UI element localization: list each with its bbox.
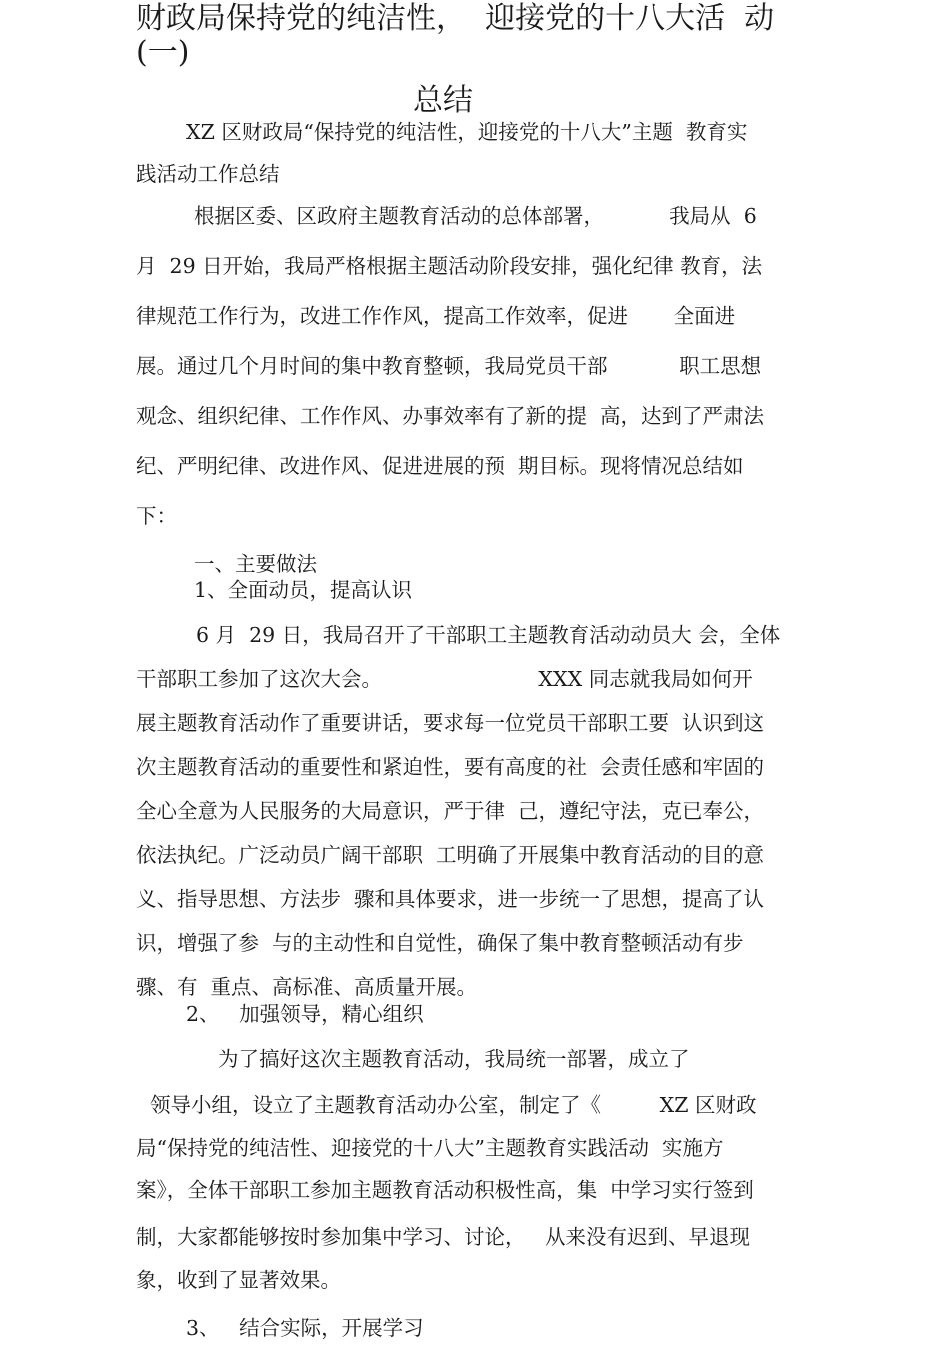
title-line-1: 财政局保持党的纯洁性， 迎接党的十八大活 动 (136, 1, 775, 36)
subsection-heading: 1、全面动员，提高认识 (194, 578, 413, 602)
text-line: 制，大家都能够按时参加集中学习、讨论， 从来没有迟到、早退现 (136, 1225, 751, 1249)
subsection-heading: 2、 加强领导，精心组织 (186, 1002, 424, 1026)
text-line: 观念、组织纪律、工作作风、办事效率有了新的提 高，达到了严肃法 (136, 404, 765, 428)
text-line: 次主题教育活动的重要性和紧迫性，要有高度的社 会责任感和牢固的 (136, 755, 765, 779)
text-line: 为了搞好这次主题教育活动，我局统一部署，成立了 (218, 1047, 690, 1071)
subsection-heading: 3、 结合实际，开展学习 (186, 1316, 424, 1340)
text-line: 月 29 日开始，我局严格根据主题活动阶段安排，强化纪律 教育，法 (136, 254, 763, 278)
title-line-2: (一) (136, 35, 190, 70)
text-line: 干部职工参加了这次大会。 XXX 同志就我局如何开 (136, 667, 753, 691)
text-line: 义、指导思想、方法步 骤和具体要求，进一步统一了思想，提高了认 (136, 887, 765, 911)
text-line: 律规范工作行为，改进工作作风，提高工作效率，促进 全面进 (136, 304, 736, 328)
text-line: 展。通过几个月时间的集中教育整顿，我局党员干部 职工思想 (136, 354, 762, 378)
text-line: 象，收到了显著效果。 (136, 1268, 341, 1292)
text-line: 识，增强了参 与的主动性和自觉性，确保了集中教育整顿活动有步 (136, 931, 744, 955)
text-line: 6 月 29 日，我局召开了干部职工主题教育活动动员大 会，全体 (196, 623, 781, 647)
section-heading: 一、主要做法 (194, 552, 317, 576)
text-line: 骤、有 重点、高标准、高质量开展。 (136, 975, 478, 999)
text-line: XZ 区财政局“保持党的纯洁性，迎接党的十八大”主题 教育实 (186, 120, 748, 144)
text-line: 案》，全体干部职工参加主题教育活动积极性高，集 中学习实行签到 (136, 1178, 754, 1202)
text-line: 纪、严明纪律、改进作风、促进进展的预 期目标。现将情况总结如 (136, 454, 744, 478)
text-line: 依法执纪。广泛动员广阔干部职 工明确了开展集中教育活动的目的意 (136, 843, 765, 867)
text-line: 践活动工作总结 (136, 162, 280, 186)
text-line: 根据区委、区政府主题教育活动的总体部署， 我局从 6 (194, 204, 757, 228)
text-line: 领导小组，设立了主题教育活动办公室，制定了《 XZ 区财政 (150, 1093, 757, 1117)
text-line: 局“保持党的纯洁性、迎接党的十八大”主题教育实践活动 实施方 (136, 1136, 724, 1160)
subtitle: 总结 (413, 83, 473, 118)
text-line: 下： (136, 504, 177, 528)
text-line: 全心全意为人民服务的大局意识，严于律 己，遵纪守法，克已奉公， (136, 799, 765, 823)
text-line: 展主题教育活动作了重要讲话，要求每一位党员干部职工要 认识到这 (136, 711, 765, 735)
